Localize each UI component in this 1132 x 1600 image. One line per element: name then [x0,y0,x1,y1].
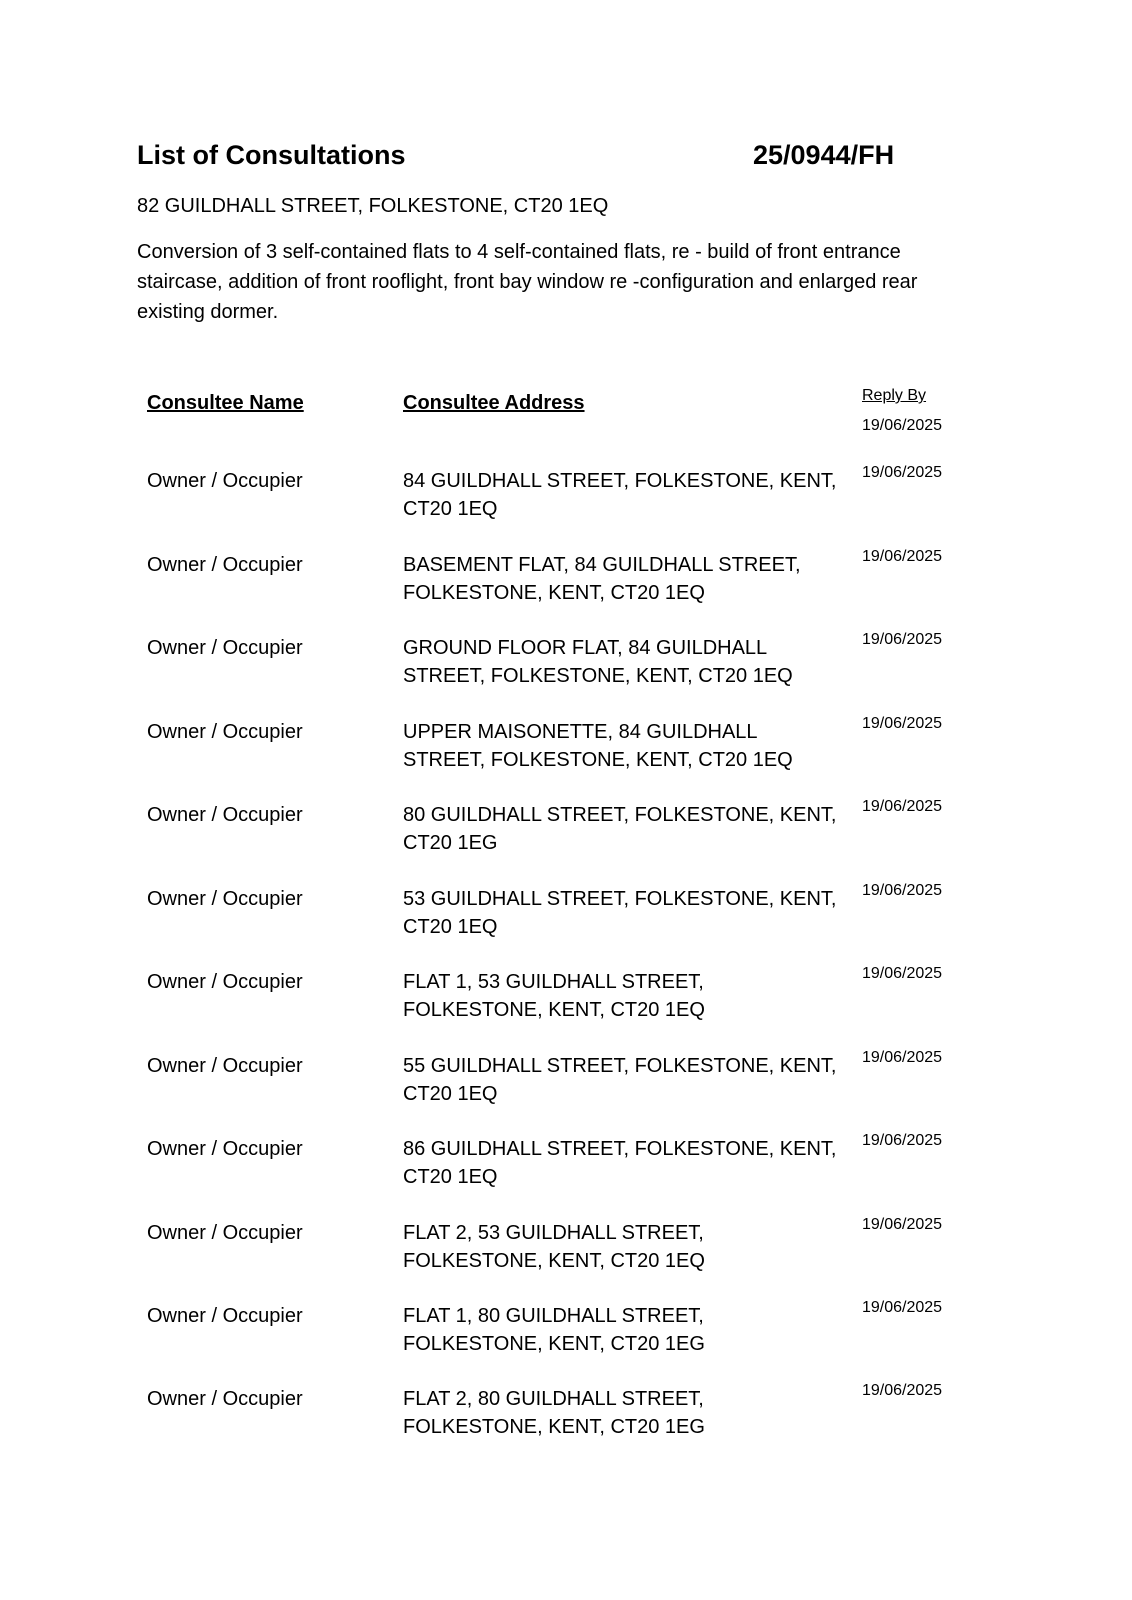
site-address: 82 GUILDHALL STREET, FOLKESTONE, CT20 1EQ [137,195,609,217]
reply-date: 19/06/2025 [862,1382,943,1399]
table-row [0,882,1132,969]
reply-date: 19/06/2025 [862,1216,943,1233]
header-consultee-address: Consultee Address [403,392,585,414]
table-row [0,548,1132,635]
consultee-address: 86 GUILDHALL STREET, FOLKESTONE, KENT, CT20 1EQ [403,1138,837,1188]
consultee-address: 53 GUILDHALL STREET, FOLKESTONE, KENT, CT20 1EQ [403,888,837,938]
consultee-name: Owner / Occupier [147,1305,303,1327]
reply-date: 19/06/2025 [862,1132,943,1149]
consultee-name: Owner / Occupier [147,637,303,659]
consultee-name: Owner / Occupier [147,470,303,492]
consultee-name: Owner / Occupier [147,721,303,743]
header-reply-by: Reply By [862,387,927,404]
page-title: List of Consultations [137,140,406,170]
consultee-address: FLAT 1, 80 GUILDHALL STREET, FOLKESTONE, KENT, CT20 1EG [403,1305,705,1355]
reply-date: 19/06/2025 [862,882,943,899]
table-row [0,1049,1132,1136]
table-row [0,1299,1132,1386]
consultee-address: GROUND FLOOR FLAT, 84 GUILDHALL STREET, FOLKESTONE, KENT, CT20 1EQ [403,637,793,687]
table-row [0,798,1132,885]
consultee-name: Owner / Occupier [147,554,303,576]
consultee-name: Owner / Occupier [147,888,303,910]
reply-date: 19/06/2025 [862,1299,943,1316]
table-row [0,1382,1132,1469]
consultee-name: Owner / Occupier [147,1388,303,1410]
reply-date: 19/06/2025 [862,798,943,815]
consultee-address: BASEMENT FLAT, 84 GUILDHALL STREET, FOLKESTONE, KENT, CT20 1EQ [403,554,801,604]
consultee-address: 84 GUILDHALL STREET, FOLKESTONE, KENT, CT20 1EQ [403,470,837,520]
reply-date: 19/06/2025 [862,715,943,732]
consultee-address: FLAT 1, 53 GUILDHALL STREET, FOLKESTONE, KENT, CT20 1EQ [403,971,705,1021]
table-row [0,965,1132,1052]
consultee-address: 80 GUILDHALL STREET, FOLKESTONE, KENT, CT20 1EG [403,804,837,854]
header-consultee-name: Consultee Name [147,392,304,414]
table-row [0,464,1132,551]
consultee-address: FLAT 2, 53 GUILDHALL STREET, FOLKESTONE, KENT, CT20 1EQ [403,1222,705,1272]
consultee-address: UPPER MAISONETTE, 84 GUILDHALL STREET, FOLKESTONE, KENT, CT20 1EQ [403,721,793,771]
reply-date: 19/06/2025 [862,965,943,982]
table-row [0,715,1132,802]
consultee-name: Owner / Occupier [147,1055,303,1077]
consultee-name: Owner / Occupier [147,804,303,826]
reply-date: 19/06/2025 [862,1049,943,1066]
reply-date: 19/06/2025 [862,631,943,648]
table-row [0,631,1132,718]
consultee-address: FLAT 2, 80 GUILDHALL STREET, FOLKESTONE, KENT, CT20 1EG [403,1388,705,1438]
consultee-address: 55 GUILDHALL STREET, FOLKESTONE, KENT, CT20 1EQ [403,1055,837,1105]
consultee-name: Owner / Occupier [147,1138,303,1160]
table-row [0,1132,1132,1219]
reply-date: 19/06/2025 [862,548,943,565]
consultee-name: Owner / Occupier [147,1222,303,1244]
table-row [0,1216,1132,1303]
reply-date: 19/06/2025 [862,464,943,481]
proposal-description: Conversion of 3 self-contained flats to 4 self-contained flats, re - build of front entrance staircase, addition of front rooflight, front bay window re -configuration and enlarged rear existing dormer. [137,241,918,323]
consultee-name: Owner / Occupier [147,971,303,993]
application-reference: 25/0944/FH [753,140,895,170]
header-reply-by-date: 19/06/2025 [862,417,943,434]
